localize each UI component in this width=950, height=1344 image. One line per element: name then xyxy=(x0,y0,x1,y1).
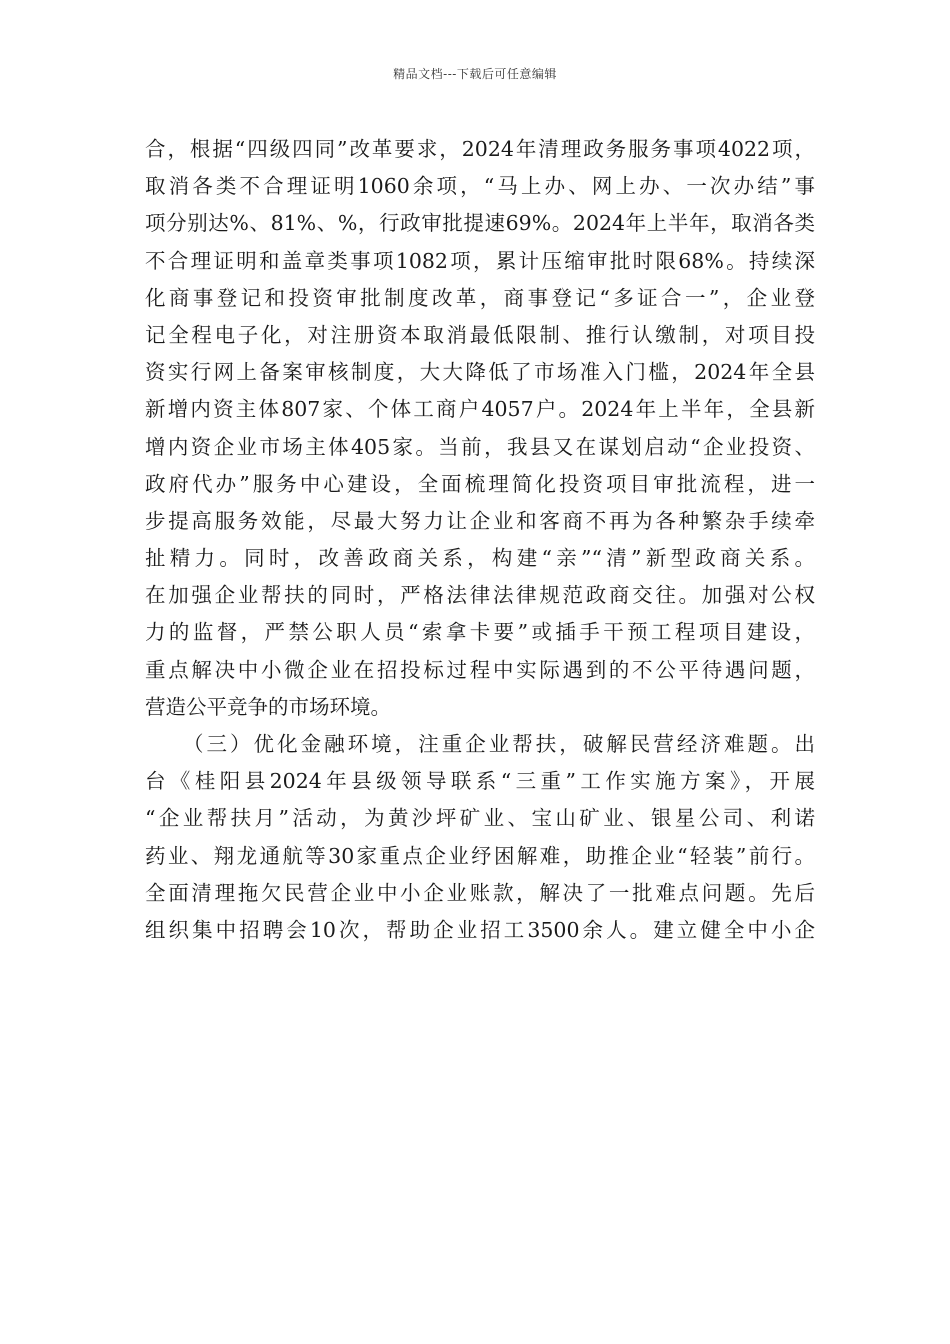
text-line: 力的监督，严禁公职人员“索拿卡要”或插手干预工程项目建设， xyxy=(145,620,815,645)
document-body xyxy=(145,131,815,949)
text-line: （三）优化金融环境，注重企业帮扶，破解民营经济难题。出 xyxy=(183,732,815,756)
text-line: 记全程电子化，对注册资本取消最低限制、推行认缴制，对项目投 xyxy=(145,322,815,347)
text-line: 资实行网上备案审核制度，大大降低了市场准入门槛，2024年全县 xyxy=(145,360,815,385)
page-header: 精品文档---下载后可任意编辑 xyxy=(393,67,557,81)
text-line: 扯精力。同时，改善政商关系，构建“亲”“清”新型政商关系。 xyxy=(145,546,815,571)
paragraph-2 xyxy=(145,726,815,949)
text-line: 营造公平竞争的市场环境。 xyxy=(145,694,391,719)
text-line: 不合理证明和盖章类事项1082项，累计压缩审批时限68%。持续深 xyxy=(145,248,815,273)
text-line: 台《桂阳县2024年县级领导联系“三重”工作实施方案》，开展 xyxy=(145,769,815,794)
text-line: 全面清理拖欠民营企业中小企业账款，解决了一批难点问题。先后 xyxy=(145,880,815,905)
paragraph-1 xyxy=(145,131,815,726)
text-line: “企业帮扶月”活动，为黄沙坪矿业、宝山矿业、银星公司、利诺 xyxy=(145,806,815,831)
text-line: 重点解决中小微企业在招投标过程中实际遇到的不公平待遇问题， xyxy=(145,657,815,682)
text-line: 增内资企业市场主体405家。当前，我县又在谋划启动“企业投资、 xyxy=(145,434,815,459)
text-line: 步提高服务效能，尽最大努力让企业和客商不再为各种繁杂手续牵 xyxy=(145,508,815,533)
text-line: 在加强企业帮扶的同时，严格法律法律规范政商交往。加强对公权 xyxy=(145,583,815,608)
text-line: 政府代办”服务中心建设，全面梳理简化投资项目审批流程，进一 xyxy=(145,471,815,496)
text-line: 取消各类不合理证明1060余项，“马上办、网上办、一次办结”事 xyxy=(145,174,815,199)
text-line: 药业、翔龙通航等30家重点企业纾困解难，助推企业“轻装”前行。 xyxy=(145,843,815,868)
text-line: 项分别达%、81%、%，行政审批提速69%。2024年上半年，取消各类 xyxy=(145,211,815,236)
text-line: 合，根据“四级四同”改革要求，2024年清理政务服务事项4022项， xyxy=(145,137,815,161)
text-line: 化商事登记和投资审批制度改革，商事登记“多证合一”，企业登 xyxy=(145,285,815,310)
text-line: 新增内资主体807家、个体工商户4057户。2024年上半年，全县新 xyxy=(145,397,815,422)
text-line: 组织集中招聘会10次，帮助企业招工3500余人。建立健全中小企 xyxy=(145,917,815,942)
